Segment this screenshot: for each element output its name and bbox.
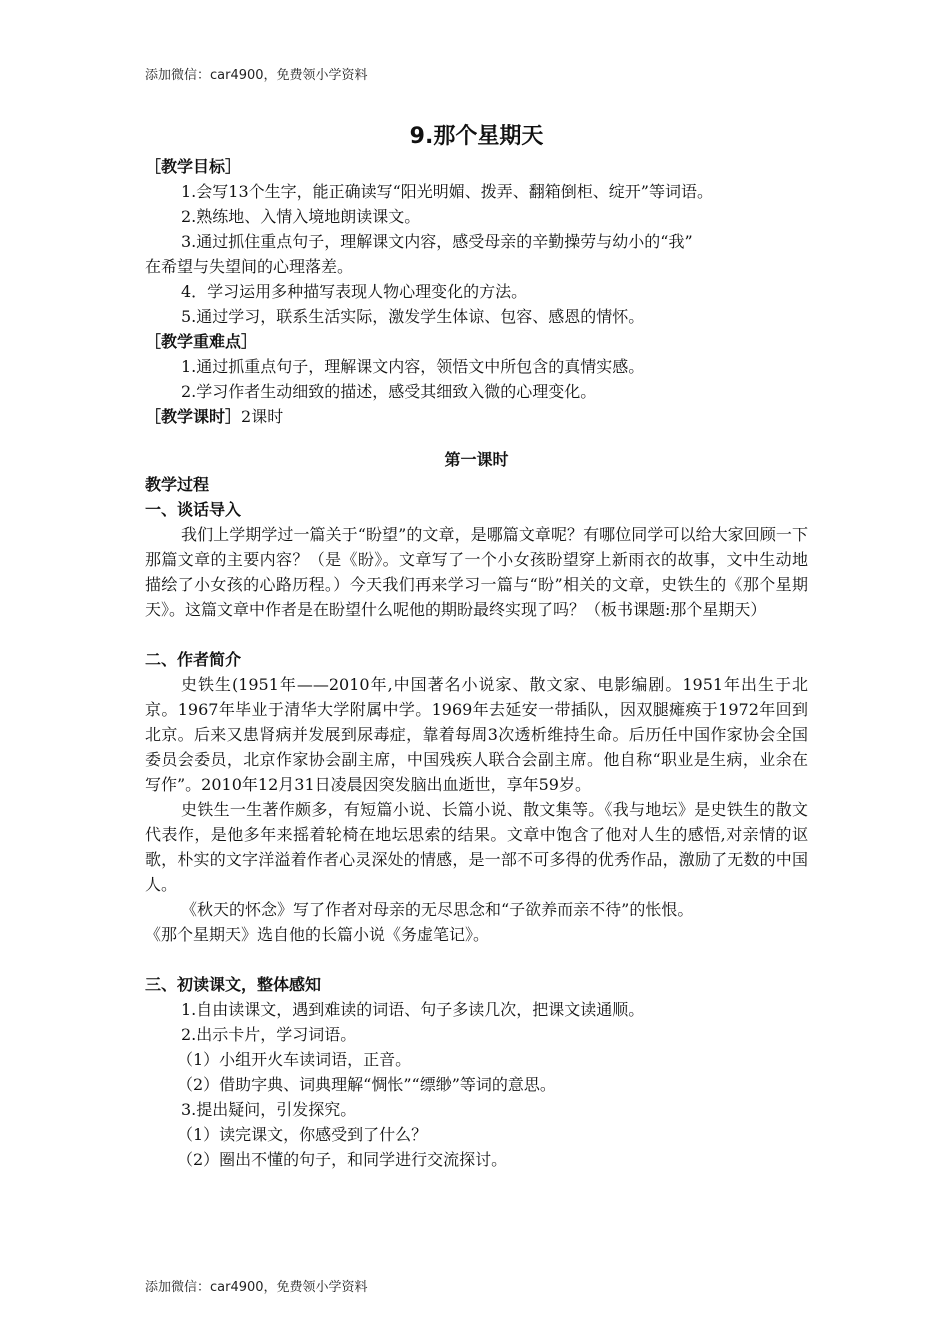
autumn-memory-line: 《秋天的怀念》写了作者对母亲的无尽思念和“子欲养而亲不待”的怅恨。 bbox=[181, 900, 694, 919]
page-title: 9.那个星期天 bbox=[409, 124, 544, 149]
goal-item: 3.通过抓住重点句子，理解课文内容，感受母亲的辛勤操劳与幼小的“我” bbox=[181, 232, 693, 251]
document-body bbox=[145, 122, 808, 1172]
hours-heading: ［教学课时］ bbox=[145, 407, 242, 426]
author-bio-paragraph: 史铁生(1951年——2010年,中国著名小说家、散文家、电影编剧。1951年出生于北京。1967年毕业于清华大学附属中学。1969年去延安一带插队，因双腿瘫痪于1972年回到北京。后来又患肾病并发展到尿毒症，靠着每周3次透析维持生命。后历任中国作家协会全国委员会委员，北京作家协会副主席，中国残疾人联合会副主席。他自称“职业是生病，业余在写作”。2010年12月31日凌晨因突发脑出血逝世，享年59岁。 bbox=[145, 675, 808, 794]
keypoints-heading: ［教学重难点］ bbox=[145, 332, 258, 351]
reading-step: 2.出示卡片，学习词语。 bbox=[181, 1025, 357, 1044]
section3-heading: 三、初读课文，整体感知 bbox=[145, 975, 322, 994]
goal-item: 2.熟练地、入情入境地朗读课文。 bbox=[181, 207, 421, 226]
author-works-paragraph: 史铁生一生著作颇多，有短篇小说、长篇小说、散文集等。《我与地坛》是史铁生的散文代表作，是他多年来摇着轮椅在地坛思索的结果。文章中饱含了他对人生的感悟,对亲情的讴歌，朴实的文字洋溢着作者心灵深处的情感，是一部不可多得的优秀作品，激励了无数的中国人。 bbox=[145, 800, 808, 894]
section1-heading: 一、谈话导入 bbox=[145, 500, 242, 519]
reading-substep: （2）圈出不懂的句子，和同学进行交流探讨。 bbox=[177, 1150, 508, 1169]
goals-heading: ［教学目标］ bbox=[145, 157, 242, 176]
process-heading: 教学过程 bbox=[145, 475, 210, 494]
section2-heading: 二、作者简介 bbox=[145, 650, 242, 669]
goal-item: 4．学习运用多种描写表现人物心理变化的方法。 bbox=[181, 282, 528, 301]
hours-value: 2课时 bbox=[241, 407, 284, 426]
goal-item: 1.会写13个生字，能正确读写“阳光明媚、拨弄、翻箱倒柜、绽开”等词语。 bbox=[181, 182, 713, 201]
that-sunday-line: 《那个星期天》选自他的长篇小说《务虚笔记》。 bbox=[145, 925, 490, 944]
goal-item-continued: 在希望与失望间的心理落差。 bbox=[145, 257, 354, 276]
keypoint-item: 2.学习作者生动细致的描述，感受其细致入微的心理变化。 bbox=[181, 382, 597, 401]
keypoint-item: 1.通过抓重点句子，理解课文内容，领悟文中所包含的真情实感。 bbox=[181, 357, 645, 376]
page-footer: 添加微信：car4900，免费领小学资料 bbox=[145, 1280, 368, 1295]
goal-item: 5.通过学习，联系生活实际，激发学生体谅、包容、感恩的情怀。 bbox=[181, 307, 645, 326]
page-header: 添加微信：car4900，免费领小学资料 bbox=[145, 68, 368, 83]
reading-substep: （1）读完课文，你感受到了什么？ bbox=[177, 1125, 428, 1144]
reading-step: 1.自由读课文，遇到难读的词语、句子多读几次，把课文读通顺。 bbox=[181, 1000, 645, 1019]
lesson-title: 第一课时 bbox=[444, 450, 509, 469]
hours-line bbox=[145, 404, 808, 429]
section1-paragraph: 我们上学期学过一篇关于“盼望”的文章，是哪篇文章呢？有哪位同学可以给大家回顾一下那篇文章的主要内容？（是《盼》。文章写了一个小女孩盼望穿上新雨衣的故事，文中生动地描绘了小女孩的心路历程。）今天我们再来学习一篇与“盼”相关的文章，史铁生的《那个星期天》。这篇文章中作者是在盼望什么呢他的期盼最终实现了吗？（板书课题:那个星期天） bbox=[145, 525, 808, 619]
reading-substep: （1）小组开火车读词语，正音。 bbox=[177, 1050, 412, 1069]
reading-substep: （2）借助字典、词典理解“惆怅”“缥缈”等词的意思。 bbox=[177, 1075, 556, 1094]
reading-step: 3.提出疑问，引发探究。 bbox=[181, 1100, 357, 1119]
